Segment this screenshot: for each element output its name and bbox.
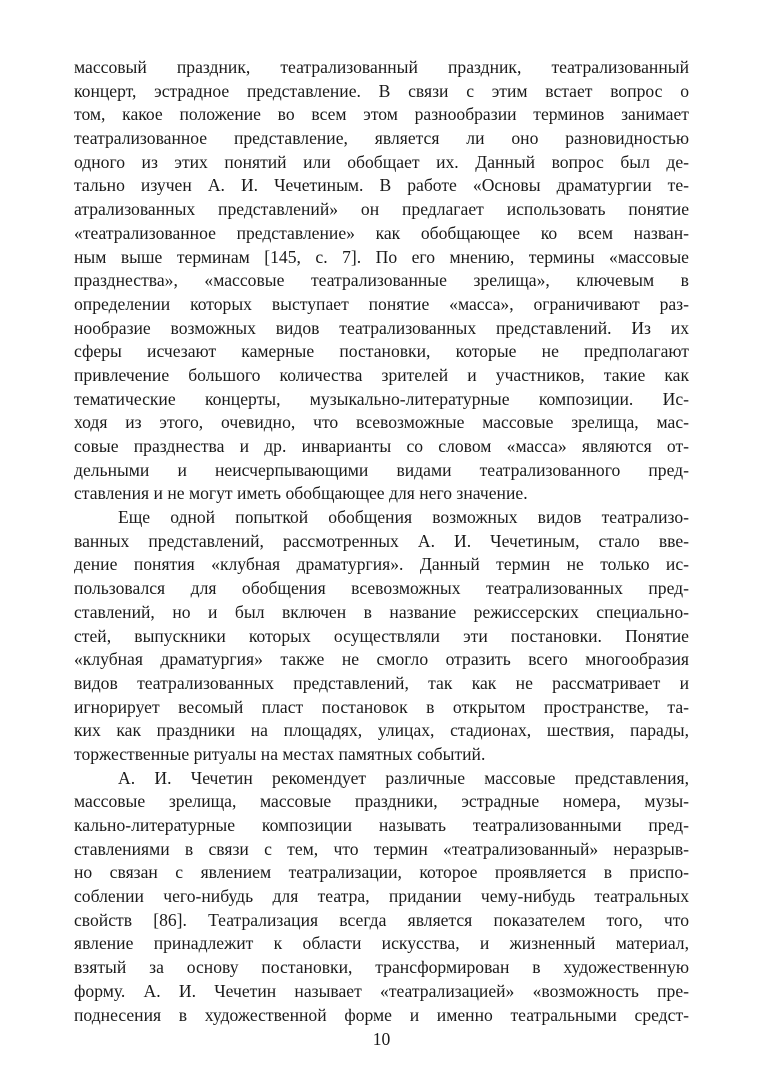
text-line: свойств [86]. Театрализация всегда является показателем того, что — [74, 909, 689, 930]
paragraph — [74, 767, 689, 1028]
text-line: соблении чего-нибудь для театра, придании чему-нибудь театральных — [74, 886, 689, 907]
text-line: А. И. Чечетин рекомендует различные массовые представления, — [118, 767, 689, 788]
text-line: игнорирует весомый пласт постановок в открытом пространстве, та- — [74, 696, 689, 717]
text-line: дельными и неисчерпывающими видами театрализованного пред- — [74, 459, 689, 480]
text-line: кально-литературные композиции называть театрализованными пред- — [74, 815, 689, 835]
text-line: одного из этих понятий или обобщает их. Данный вопрос был де- — [74, 151, 689, 172]
text-line: «театрализованное представление» как обобщающее ко всем назван- — [74, 222, 689, 243]
text-line: тально изучен А. И. Чечетиным. В работе «Основы драматургии те- — [74, 175, 689, 196]
text-line: тематические концерты, музыкально-литературные композиции. Ис- — [74, 388, 689, 409]
text-line: видов театрализованных представлений, так как не рассматривает и — [74, 672, 689, 693]
text-line: но связан с явлением театрализации, которое проявляется в приспо- — [74, 862, 689, 883]
text-line: ходя из этого, очевидно, что всевозможные массовые зрелища, мас- — [74, 412, 689, 433]
text-line: торжественные ритуалы на местах памятных событий. — [74, 743, 486, 764]
text-line: привлечение большого количества зрителей и участников, такие как — [74, 364, 689, 385]
text-line: нообразие возможных видов театрализованных представлений. Из их — [74, 317, 689, 338]
text-line: концерт, эстрадное представление. В связи с этим встает вопрос о — [74, 80, 689, 101]
text-line: дение понятия «клубная драматургия». Данный термин не только ис- — [74, 554, 689, 575]
text-line: форму. А. И. Чечетин называет «театрализацией» «возможность пре- — [74, 980, 689, 1001]
text-line: стей, выпускники которых осуществляли эти постановки. Понятие — [74, 625, 689, 646]
text-line: пользовался для обобщения всевозможных театрализованных пред- — [74, 578, 689, 599]
text-line: определении которых выступает понятие «масса», ограничивают раз- — [74, 293, 689, 314]
text-line: ванных представлений, рассмотренных А. И. Чечетиным, стало вве- — [74, 530, 689, 551]
text-line: том, какое положение во всем этом разнообразии терминов занимает — [74, 104, 689, 125]
text-line: явление принадлежит к области искусства, и жизненный материал, — [74, 933, 689, 954]
text-line: празднества», «массовые театрализованные зрелища», ключевым в — [74, 270, 689, 291]
paragraph — [74, 506, 689, 767]
text-line: театрализованное представление, является ли оно разновидностью — [74, 128, 689, 149]
text-line: ставлений, но и был включен в название режиссерских специально- — [74, 601, 689, 622]
text-line: сферы исчезают камерные постановки, которые не предполагают — [74, 341, 689, 362]
text-line: ным выше терминам [145, с. 7]. По его мнению, термины «массовые — [74, 246, 689, 267]
text-line: поднесения в художественной форме и именно театральными средст- — [74, 1004, 689, 1025]
text-line: атрализованных представлений» он предлагает использовать понятие — [74, 199, 689, 220]
text-line: массовые зрелища, массовые праздники, эстрадные номера, музы- — [74, 791, 689, 812]
text-line: совые празднества и др. инварианты со словом «масса» являются от- — [74, 436, 689, 456]
text-line: ставлениями в связи с тем, что термин «театрализованный» неразрыв- — [74, 838, 689, 859]
text-line: ких как праздники на площадях, улицах, стадионах, шествия, парады, — [74, 720, 689, 741]
page-number: 10 — [372, 1029, 391, 1049]
text-line: Еще одной попыткой обобщения возможных видов театрализо- — [118, 507, 689, 528]
text-line: массовый праздник, театрализованный праздник, театрализованный — [74, 57, 689, 77]
body-text — [74, 56, 689, 1027]
text-line: ставления и не могут иметь обобщающее для него значение. — [74, 483, 528, 504]
text-line: взятый за основу постановки, трансформирован в художественную — [74, 957, 689, 978]
text-line: «клубная драматургия» также не смогло отразить всего многообразия — [74, 649, 689, 670]
paragraph — [74, 56, 689, 506]
